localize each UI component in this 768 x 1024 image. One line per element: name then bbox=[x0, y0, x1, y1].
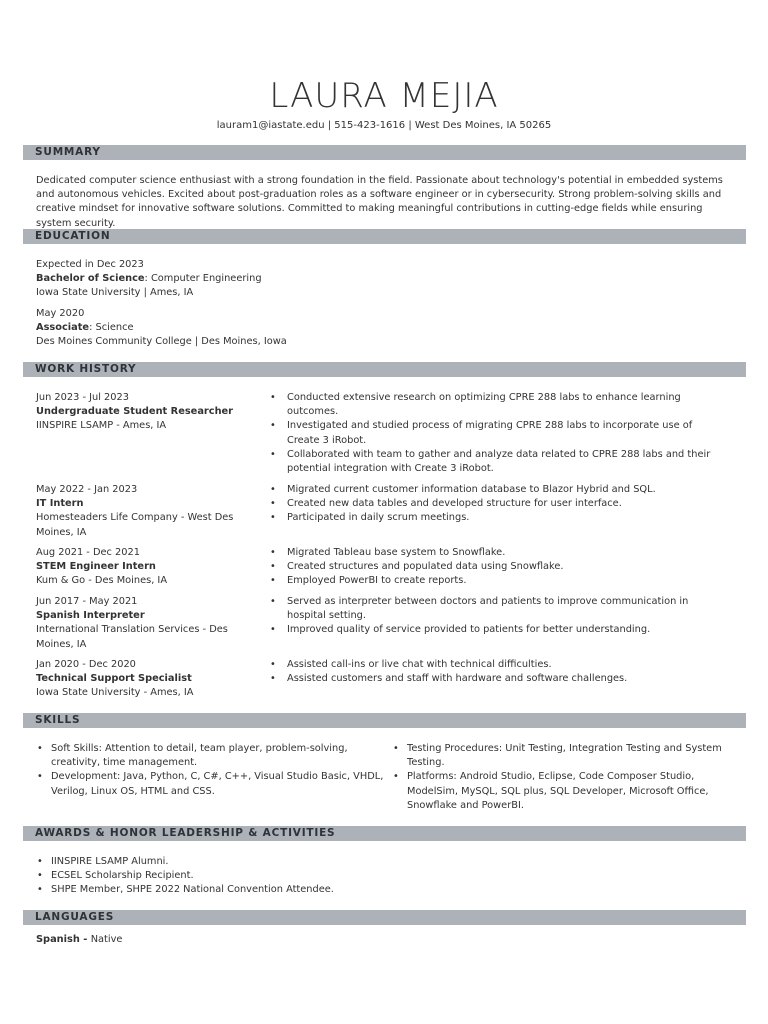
section-header-awards: AWARDS & HONOR LEADERSHIP & ACTIVITIES bbox=[23, 826, 746, 841]
skill-item: • Soft Skills: Attention to detail, team player, problem-solving, creativity, time management. bbox=[36, 742, 392, 770]
job-meta bbox=[36, 595, 246, 652]
award-item: • SHPE Member, SHPE 2022 National Convention Attendee. bbox=[36, 883, 636, 897]
job-bullet: • Improved quality of service provided to patients for better understanding. bbox=[269, 623, 719, 637]
section-header-languages: LANGUAGES bbox=[23, 910, 746, 925]
job-meta bbox=[36, 391, 246, 434]
contact-line: lauram1@iastate.edu | 515-423-1616 | West Des Moines, IA 50265 bbox=[216, 120, 552, 131]
education-degree: Associate bbox=[36, 322, 90, 334]
skill-item: • Testing Procedures: Unit Testing, Integration Testing and System Testing. bbox=[392, 742, 722, 770]
job-bullet: • Conducted extensive research on optimizing CPRE 288 labs to enhance learning outcomes. bbox=[269, 391, 719, 419]
job-org: Kum & Go - Des Moines, IA bbox=[36, 575, 168, 587]
education-degree: Bachelor of Science bbox=[36, 273, 145, 285]
job-bullets bbox=[269, 483, 719, 526]
candidate-name: LAURA MEJIA bbox=[269, 76, 499, 116]
job-dates: Jun 2023 - Jul 2023 bbox=[36, 392, 129, 403]
job-role: Technical Support Specialist bbox=[36, 673, 192, 685]
job-bullet: • Created structures and populated data using Snowflake. bbox=[269, 560, 719, 574]
skills-list-left bbox=[36, 742, 392, 799]
job-bullet: • Participated in daily scrum meetings. bbox=[269, 511, 719, 525]
award-item: • IINSPIRE LSAMP Alumni. bbox=[36, 855, 636, 869]
education-date: Expected in Dec 2023 bbox=[36, 259, 144, 270]
award-item: • ECSEL Scholarship Recipient. bbox=[36, 869, 636, 883]
job-bullet: • Migrated Tableau base system to Snowflake. bbox=[269, 546, 719, 560]
job-bullets bbox=[269, 546, 719, 589]
job-meta bbox=[36, 546, 246, 589]
skills-list-right bbox=[392, 742, 722, 813]
job-dates: Jun 2017 - May 2021 bbox=[36, 596, 138, 607]
job-org: IINSPIRE LSAMP - Ames, IA bbox=[36, 420, 167, 432]
job-bullet: • Assisted call-ins or live chat with technical difficulties. bbox=[269, 658, 719, 672]
awards-list bbox=[36, 855, 636, 898]
education-school: Des Moines Community College | Des Moines, Iowa bbox=[36, 336, 287, 348]
job-meta bbox=[36, 658, 246, 701]
language-name: Spanish bbox=[36, 934, 80, 945]
job-bullet: • Created new data tables and developed structure for user interface. bbox=[269, 497, 719, 511]
section-header-skills: SKILLS bbox=[23, 713, 746, 728]
education-field: : Computer Engineering bbox=[144, 273, 262, 285]
job-role: Spanish Interpreter bbox=[36, 610, 145, 622]
job-bullets bbox=[269, 391, 719, 476]
job-meta bbox=[36, 483, 246, 540]
education-degree-line bbox=[36, 321, 436, 335]
job-bullet: • Served as interpreter between doctors and patients to improve communication in hospital setting. bbox=[269, 595, 719, 623]
language-level: Native bbox=[90, 934, 123, 945]
section-header-education: EDUCATION bbox=[23, 229, 746, 244]
job-dates: Aug 2021 - Dec 2021 bbox=[36, 547, 140, 558]
job-org: International Translation Services - Des Moines, IA bbox=[36, 624, 228, 650]
job-role: IT Intern bbox=[36, 498, 84, 510]
job-org: Iowa State University - Ames, IA bbox=[36, 687, 194, 699]
job-bullet: • Investigated and studied process of migrating CPRE 288 labs to incorporate use of Create 3 iRobot. bbox=[269, 419, 719, 447]
summary-text: Dedicated computer science enthusiast with a strong foundation in the field. Passionate about technology's potential in embedded systems and autonomous vehicles. Excited about post-graduation roles as a software engineer or in cybersecurity. Strong problem-solving skills and creative mindset for innovative software solutions. Committed to making meaningful contributions in cutting-edge fields while ensuring system security. bbox=[36, 175, 723, 229]
job-dates: May 2022 - Jan 2023 bbox=[36, 484, 138, 495]
language-entry bbox=[36, 933, 436, 947]
education-entry bbox=[36, 307, 436, 350]
job-bullet: • Collaborated with team to gather and analyze data related to CPRE 288 labs and their potential integration with Create 3 iRobot. bbox=[269, 448, 719, 476]
education-field: : Science bbox=[89, 322, 134, 334]
job-role: STEM Engineer Intern bbox=[36, 561, 156, 573]
job-dates: Jan 2020 - Dec 2020 bbox=[36, 659, 136, 670]
skill-item: • Platforms: Android Studio, Eclipse, Code Composer Studio, ModelSim, MySQL, SQL plus, SQL Developer, Microsoft Office, Snowflake and PowerBI. bbox=[392, 770, 722, 813]
job-bullet: • Migrated current customer information database to Blazor Hybrid and SQL. bbox=[269, 483, 719, 497]
section-header-summary: SUMMARY bbox=[23, 145, 746, 160]
education-degree-line bbox=[36, 272, 436, 286]
education-school: Iowa State University | Ames, IA bbox=[36, 287, 194, 299]
language-separator: - bbox=[79, 934, 91, 945]
job-bullets bbox=[269, 595, 719, 638]
job-bullets bbox=[269, 658, 719, 686]
education-entry bbox=[36, 258, 436, 301]
job-bullet: • Assisted customers and staff with hardware and software challenges. bbox=[269, 672, 719, 686]
education-date: May 2020 bbox=[36, 308, 85, 319]
job-org: Homesteaders Life Company - West Des Moines, IA bbox=[36, 512, 234, 538]
section-header-work-history: WORK HISTORY bbox=[23, 362, 746, 377]
skill-item: • Development: Java, Python, C, C#, C++, Visual Studio Basic, VHDL, Verilog, Linux OS, HTML and CSS. bbox=[36, 770, 392, 798]
job-role: Undergraduate Student Researcher bbox=[36, 406, 234, 418]
job-bullet: • Employed PowerBI to create reports. bbox=[269, 574, 719, 588]
